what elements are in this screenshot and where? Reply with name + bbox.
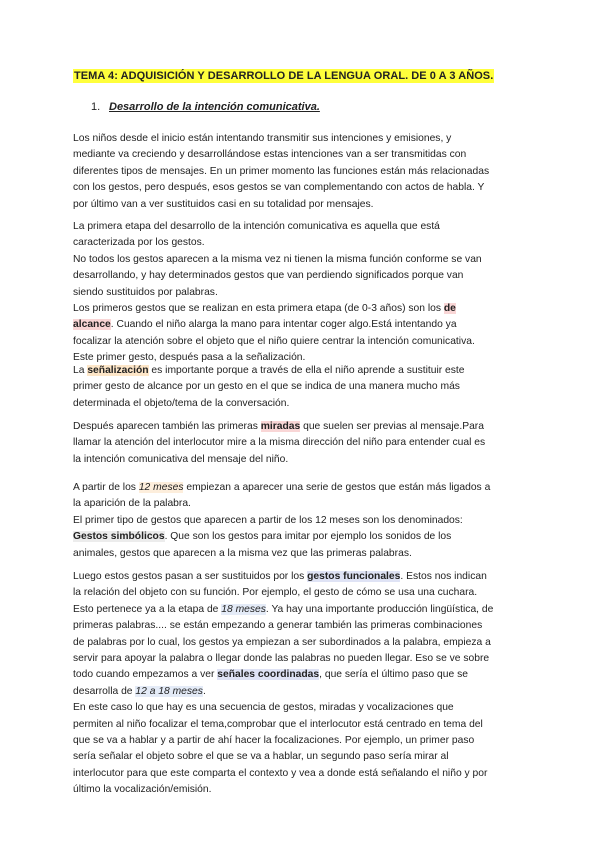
text-run: desarrolla de [73, 685, 136, 697]
text-line: focalizar la atención sobre el objeto que el niño quiere centrar la intención comunicativa. [73, 335, 475, 347]
text-line: caracterizada por los gestos. [73, 237, 205, 249]
text-line [73, 480, 543, 496]
text-run: A partir de los [73, 482, 139, 493]
highlight-term: 12 meses [138, 482, 184, 493]
text-line: En este caso lo que hay es una secuencia de gestos, miradas y vocalizaciones que [73, 702, 454, 714]
text-line: la aparición de la palabra. [73, 498, 191, 510]
paragraph-1 [73, 131, 543, 213]
section-number: 1. [91, 101, 101, 113]
section-heading [91, 101, 320, 113]
highlight-term: gestos funcionales [307, 571, 401, 582]
text-line: siendo sustituidos por palabras. [73, 286, 218, 298]
text-line: sería señalar el objeto sobre el que se va a hablar, un segundo paso sería mirar al [73, 751, 449, 763]
text-line [73, 419, 543, 435]
text-line [73, 684, 543, 700]
highlight-term: señales coordinadas [217, 669, 320, 681]
document-title [73, 70, 494, 82]
text-line [73, 363, 543, 379]
text-line [73, 569, 543, 585]
text-line: La primera etapa del desarrollo de la intención comunicativa es aquella que está [73, 221, 440, 232]
text-line: servir para apoyar la palabra o llegar donde las palabras no pueden llegar. Eso se ve sobre [73, 653, 490, 665]
text-run: Luego estos gestos pasan a ser sustituidos por los [73, 571, 308, 582]
text-line: primeras palabras.... se están empezando a generar también las primeras combinaciones [73, 620, 483, 632]
text-run: empiezan a aparecer una serie de gestos que están más ligados a [183, 482, 491, 493]
text-run: Después aparecen también las primeras [73, 421, 261, 432]
text-line [73, 317, 543, 333]
text-line: mediante va creciendo y desarrollándose estas intenciones van a ser transmitidas con [73, 149, 467, 161]
text-line: permiten al niño focalizar el tema,comprobar que el interlocutor está centrado en tema del [73, 718, 483, 730]
text-run: , que sería el último paso que se [319, 669, 468, 681]
paragraph-6 [73, 569, 543, 799]
text-line [73, 667, 543, 683]
highlight-term: señalización [87, 365, 149, 376]
highlight-term: Gestos simbólicos [73, 531, 165, 543]
text-line: que se va a hablar y a partir de ahí hacer la focalizaciones. Por ejemplo, un primer paso [73, 735, 475, 747]
text-line: último la vocalización/emisión. [73, 784, 212, 796]
highlight-term: de [443, 303, 456, 315]
text-line: interlocutor para que este comparta el contexto y vea a donde está señalando el niño y por [73, 767, 488, 779]
paragraph-4 [73, 419, 543, 468]
text-run: . Estos nos indican [400, 571, 487, 582]
title-text: TEMA 4: ADQUISICIÓN Y DESARROLLO DE LA LENGUA ORAL. DE 0 A 3 AÑOS. [74, 70, 494, 82]
text-line: determinada el objeto/tema de la conversación. [73, 397, 290, 409]
highlight-term: alcance [73, 319, 111, 331]
text-run: . [202, 685, 206, 697]
text-line [73, 602, 543, 618]
text-line: llamar la atención del interlocutor mire a la misma dirección del niño para entender cual es [73, 437, 486, 449]
text-line: la intención comunicativa del mensaje del niño. [73, 453, 289, 465]
text-line [73, 301, 543, 317]
text-line: por último van a ver sustituidos casi en su totalidad por mensajes. [73, 198, 374, 210]
text-run: todo cuando empezamos a ver [73, 669, 218, 681]
paragraph-5 [73, 480, 543, 562]
paragraph-3 [73, 363, 543, 412]
highlight-term: 18 meses [221, 603, 266, 615]
text-line: Este primer gesto, después pasa a la señalización. [73, 352, 306, 364]
text-line: de palabras por lo cual, los gestos ya empiezan a ser subordinados a la palabra, empieza a [73, 636, 491, 648]
text-line: animales, gestos que aparecen a la misma vez que las primeras palabras. [73, 547, 412, 559]
text-line: la relación del objeto con su función. Por ejemplo, el gesto de cómo se usa una cuchara. [73, 587, 478, 599]
text-run: . Que son los gestos para imitar por ejemplo los sonidos de los [164, 531, 452, 543]
text-run: . Cuando el niño alarga la mano para intentar coger algo.Está intentando ya [110, 319, 457, 331]
text-line [73, 529, 543, 545]
text-line: El primer tipo de gestos que aparecen a partir de los 12 meses son los denominados: [73, 514, 463, 526]
text-line: primer gesto de alcance por un gesto en el que se indica de una manera mucho más [73, 381, 460, 393]
highlight-term: 12 a 18 meses [135, 685, 203, 697]
text-run: . Ya hay una importante producción lingüística, de [265, 603, 494, 615]
text-line: diferentes tipos de mensajes. En un primer momento las funciones están más relacionadas [73, 165, 490, 177]
text-run: es importante porque a través de ella el niño aprende a sustituir este [148, 365, 465, 376]
highlight-term: miradas [260, 421, 301, 432]
text-run: Los primeros gestos que se realizan en esta primera etapa (de 0-3 años) son los [73, 303, 444, 315]
text-line: con los gestos, pero después, esos gestos se van complementando con actos de habla. Y [73, 182, 485, 194]
text-line: No todos los gestos aparecen a la misma vez ni tienen la misma función conforme se van [73, 253, 482, 265]
text-line: Los niños desde el inicio están intentando transmitir sus intenciones y emisiones, y [73, 133, 452, 144]
paragraph-2 [73, 219, 543, 367]
text-run: La [73, 365, 88, 376]
text-run: Esto pertenece ya a la etapa de [73, 603, 222, 615]
text-line: desarrollando, y hay determinados gestos que van perdiendo significados porque van [73, 270, 464, 282]
text-run: que suelen ser previas al mensaje.Para [300, 421, 484, 432]
section-label: Desarrollo de la intención comunicativa. [109, 101, 320, 113]
